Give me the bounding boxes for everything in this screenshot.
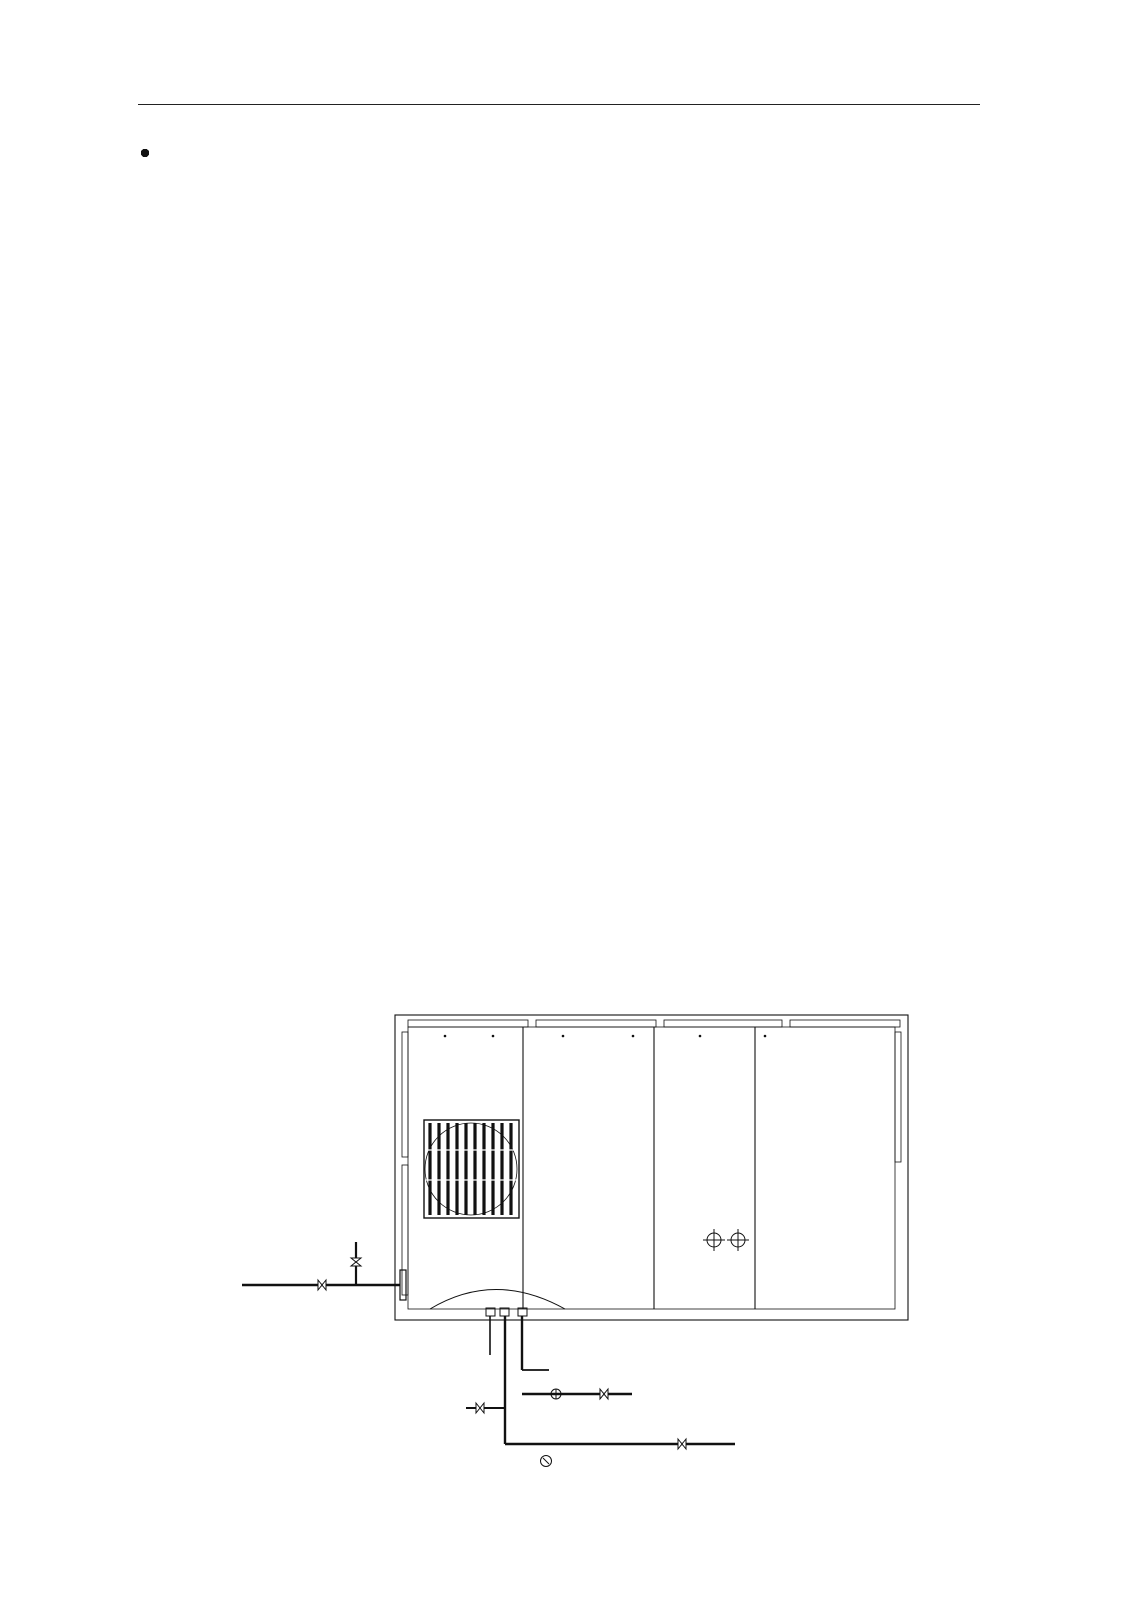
screw [492, 1035, 495, 1038]
header-divider [138, 104, 980, 105]
screw [699, 1035, 702, 1038]
top-rail [536, 1020, 656, 1027]
top-rail [408, 1020, 528, 1027]
cabinet-inner-frame [408, 1027, 895, 1309]
screw [764, 1035, 767, 1038]
outlet-flange [400, 1270, 406, 1300]
bullet-icon [141, 149, 149, 157]
out-valve-icon [600, 1389, 608, 1399]
bottom-arch [430, 1290, 565, 1310]
winter-drain-valve-icon [476, 1403, 484, 1413]
fan-grille-bars [430, 1123, 511, 1215]
vent-valve-icon [351, 1258, 361, 1266]
screw [444, 1035, 447, 1038]
screw [632, 1035, 635, 1038]
side-rail [895, 1032, 901, 1162]
installation-diagram [230, 1010, 930, 1470]
screw [562, 1035, 565, 1038]
top-rail [664, 1020, 782, 1027]
top-rail [790, 1020, 900, 1027]
side-rail [402, 1165, 408, 1295]
in-valve-icon [678, 1439, 686, 1449]
outlet-valve-icon [318, 1280, 326, 1290]
pressure-gauge-needle [543, 1458, 549, 1464]
side-rail [402, 1032, 408, 1157]
cabinet-outline [395, 1015, 908, 1320]
